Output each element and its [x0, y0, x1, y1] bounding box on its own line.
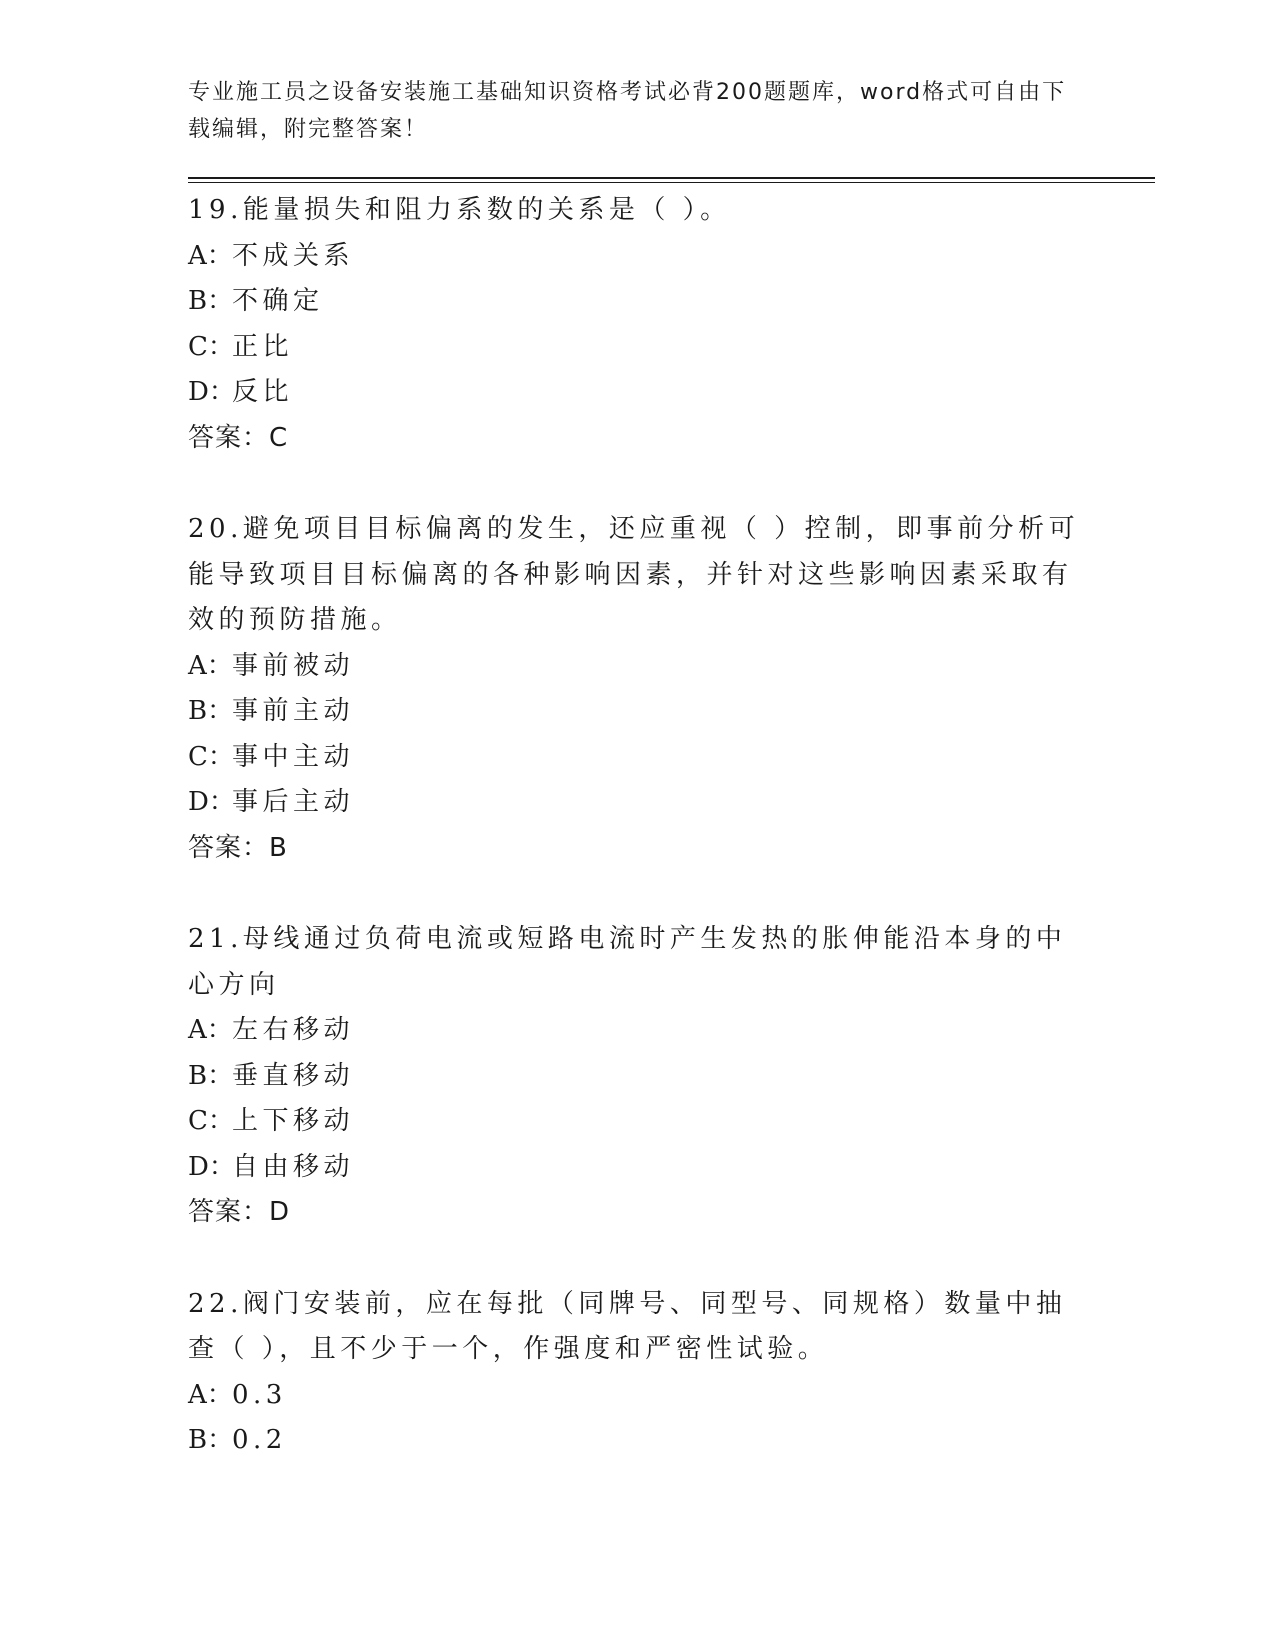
option-text: 事中主动 — [232, 741, 355, 772]
question-stem — [188, 188, 1088, 234]
option-text: 左右移动 — [232, 1015, 355, 1045]
option-c — [188, 1099, 1088, 1145]
option-letter: C： — [188, 741, 234, 772]
answer-line: 答案：C — [188, 422, 289, 453]
option-letter: D： — [188, 1151, 235, 1182]
question-number: 22. — [188, 1288, 243, 1319]
option-letter: C： — [188, 1106, 234, 1136]
option-d — [188, 1145, 1088, 1191]
option-text: 事后主动 — [232, 787, 355, 817]
question-text: 能量损失和阻力系数的关系是（ ）。 — [242, 195, 731, 225]
option-text: 0.2 — [232, 1425, 287, 1455]
option-text: 反比 — [232, 377, 294, 407]
option-letter: C： — [188, 331, 234, 362]
option-a — [188, 644, 1088, 690]
question-text: 母线通过负荷电流或短路电流时产生发热的胀伸能沿本身的中心方向 — [188, 924, 1067, 1000]
header-divider-thin — [188, 182, 1155, 183]
option-text: 垂直移动 — [232, 1060, 355, 1091]
option-text: 正比 — [232, 331, 294, 362]
option-a — [188, 1373, 1088, 1419]
question-20 — [188, 507, 1088, 871]
question-21 — [188, 917, 1088, 1236]
header-divider-thick — [188, 177, 1155, 179]
question-number: 19. — [188, 195, 243, 225]
option-b — [188, 689, 1088, 735]
question-stem — [188, 507, 1088, 644]
option-letter: A： — [188, 650, 233, 681]
option-letter: B： — [188, 286, 234, 316]
option-text: 不成关系 — [232, 240, 355, 271]
option-letter: B： — [188, 1060, 234, 1091]
question-number: 21. — [188, 924, 243, 954]
option-d — [188, 780, 1088, 826]
question-19 — [188, 188, 1088, 461]
option-text: 不确定 — [232, 286, 324, 316]
question-number: 20. — [188, 514, 243, 544]
option-text: 上下移动 — [232, 1106, 355, 1136]
option-letter: A： — [188, 1379, 233, 1410]
option-text: 事前被动 — [232, 650, 355, 681]
question-stem — [188, 917, 1088, 1008]
option-b — [188, 1418, 1088, 1464]
option-text: 自由移动 — [232, 1151, 355, 1182]
question-list — [188, 188, 1088, 1464]
answer-line: 答案：B — [188, 832, 288, 863]
question-text: 阀门安装前，应在每批（同牌号、同型号、同规格）数量中抽查（ ），且不少于一个，作强度和严密性试验。 — [188, 1288, 1067, 1364]
question-22 — [188, 1282, 1088, 1464]
option-letter: A： — [188, 240, 233, 271]
option-c — [188, 325, 1088, 371]
option-letter: A： — [188, 1015, 233, 1045]
option-a — [188, 1008, 1088, 1054]
option-text: 0.3 — [232, 1379, 287, 1410]
document-intro: 专业施工员之设备安装施工基础知识资格考试必背200题题库，word格式可自由下载编辑，附完整答案！ — [188, 80, 1067, 142]
option-b — [188, 279, 1088, 325]
option-letter: D： — [188, 787, 235, 817]
option-letter: D： — [188, 377, 235, 407]
answer-line: 答案：D — [188, 1197, 291, 1227]
option-c — [188, 735, 1088, 781]
option-a — [188, 234, 1088, 280]
question-stem — [188, 1282, 1088, 1373]
option-d — [188, 370, 1088, 416]
option-letter: B： — [188, 1425, 234, 1455]
question-text: 避免项目目标偏离的发生，还应重视（ ）控制，即事前分析可能导致项目目标偏离的各种影响因素，并针对这些影响因素采取有效的预防措施。 — [188, 514, 1080, 635]
option-text: 事前主动 — [232, 696, 355, 726]
option-letter: B： — [188, 696, 234, 726]
option-b — [188, 1054, 1088, 1100]
